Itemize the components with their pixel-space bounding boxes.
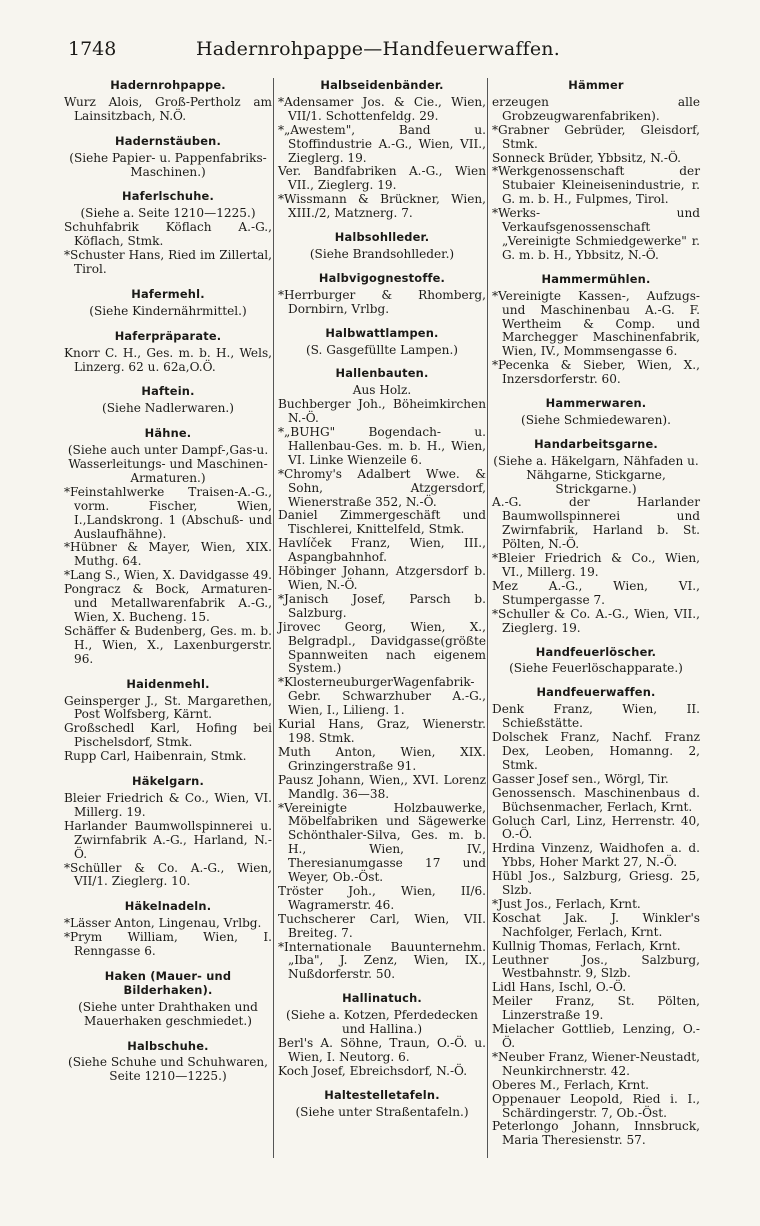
section-heading: Haferlschuhe. [122,189,214,204]
directory-section [492,397,700,428]
section-heading: Hammermühlen. [541,271,651,286]
section-heading: Häkelgarn. [131,774,204,789]
directory-entry: erzeugen alle Grobzeugwarenfabriken). [492,94,700,123]
directory-entry: *Wissmann & Brückner, Wien, XIII./2, Matznerg. 7. [278,192,486,221]
section-heading: Hähne. [144,426,192,441]
cross-reference-note: (Siehe Schuhe und Schuhwaren, Seite 1210—1225.) [68,1055,268,1084]
directory-entry: *Werkgenossenschaft der Stubaier Kleineisenindustrie, r. G. m. b. H., Fulpmes, Tirol. [492,164,700,207]
directory-entry: Höbinger Johann, Atzgersdorf b. Wien, N.-Ö. [278,564,486,592]
directory-section [278,327,486,358]
directory-entry: Hrdina Vinzenz, Waidhofen a. d. Ybbs, Hoher Markt 27, N.-Ö. [492,841,700,870]
directory-section [278,1089,486,1120]
page-header [68,38,708,62]
directory-section [64,288,272,319]
directory-entry: Pongracz & Bock, Armaturen- und Metallwarenfabrik A.-G., Wien, X. Bucheng. 15. [64,582,272,624]
directory-entry: Bleier Friedrich & Co., Wien, VI. Millerg. 19. [64,790,272,819]
cross-reference-note: (Siehe auch unter Dampf-,Gas-u. Wasserleitungs- und Maschinen-Armaturen.) [67,443,269,485]
section-heading: Häkelnadeln. [124,899,212,914]
column-divider [273,78,274,1158]
directory-entry: *Schuller & Co. A.-G., Wien, VII., Zieglerg. 19. [492,606,700,635]
directory-entry: Mez A.-G., Wien, VI., Stumpergasse 7. [492,578,700,607]
directory-section [64,970,272,1029]
directory-entry: *Schüller & Co. A.-G., Wien, VII/1. Zieglerg. 10. [64,860,272,889]
directory-entry: *Lang S., Wien, X. Davidgasse 49. [64,568,273,583]
directory-section [278,231,486,262]
directory-entry: Oppenauer Leopold, Ried i. I., Schärdingerstr. 7, Ob.-Öst. [492,1091,700,1120]
cross-reference-note: (Siehe a. Kotzen, Pferdedecken und Hallina.) [286,1008,478,1037]
directory-entry: *Prym William, Wien, I. Renngasse 6. [64,930,272,959]
directory-entry: Lidl Hans, Ischl, O.-Ö. [492,980,627,995]
section-heading: Haferpräparate. [114,328,222,343]
directory-section [278,79,486,221]
cross-reference-note: (Siehe unter Straßentafeln.) [295,1104,469,1119]
section-heading: Haken (Mauer- und Bilderhaken). [104,968,232,997]
directory-entry: Koch Josef, Ebreichsdorf, N.-Ö. [278,1063,468,1078]
section-heading: Halbschuhe. [127,1038,209,1053]
directory-entry: Sonneck Brüder, Ybbsitz, N.-Ö. [492,150,681,165]
cross-reference-note: (Siehe a. Häkelgarn, Nähfaden u. Nähgarne, Stickgarne, Strickgarne.) [493,453,699,496]
directory-entry: *Schuster Hans, Ried im Zillertal, Tirol. [64,248,272,276]
section-heading: Halbwattlampen. [325,325,439,340]
directory-entry: Schuhfabrik Köflach A.-G., Köflach, Stmk. [64,220,272,249]
directory-section [64,427,272,666]
cross-reference-note: (Siehe Papier- u. Pappenfabriks-Maschinen.) [69,150,267,179]
running-title: Hadernrohpappe—Handfeuerwaffen. [196,38,560,60]
directory-entry: Oberes M., Ferlach, Krnt. [492,1077,650,1092]
directory-entry: *Vereinigte Kassen-, Aufzugs- und Maschinenbau A.-G. F. Wertheim & Comp. und Marchegger Maschinenfabrik, Wien, IV., Mommsengasse 6. [492,288,700,359]
directory-section [64,900,272,959]
directory-entry: Dolschek Franz, Nachf. Franz Dex, Leoben, Homanng. 2, Stmk. [492,730,700,772]
directory-entry: *Chromy's Adalbert Wwe. & Sohn, Atzgersdorf, Wienerstraße 352, N.-Ö. [278,466,486,509]
directory-entry: *Grabner Gebrüder, Gleisdorf, Stmk. [492,122,700,151]
directory-section [64,678,272,764]
section-heading: Halbseidenbänder. [320,78,444,92]
cross-reference-note: (Siehe Feuerlöschapparate.) [509,661,683,676]
cross-reference-note: (Siehe Nadlerwaren.) [101,401,234,416]
section-heading: Haidenmehl. [126,676,210,691]
directory-entry: *Janisch Josef, Parsch b. Salzburg. [278,591,486,620]
directory-entry: Harlander Baumwollspinnerei u. Zwirnfabrik A.-G., Harland, N.-Ö. [64,818,272,861]
section-heading: Handfeuerwaffen. [536,685,656,700]
section-heading: Hadernrohpappe. [110,78,226,92]
directory-entry: Berl's A. Söhne, Traun, O.-Ö. u. Wien, I. Neutorg. 6. [278,1036,486,1064]
directory-entry: Kurial Hans, Graz, Wienerstr. 198. Stmk. [278,717,486,745]
directory-entry: Koschat Jak. J. Winkler's Nachfolger, Ferlach, Krnt. [492,910,700,939]
section-subheading: Aus Holz. [352,383,412,398]
column-1 [64,79,272,1095]
directory-entry: Hübl Jos., Salzburg, Griesg. 25, Slzb. [492,869,700,898]
directory-entry: Daniel Zimmergeschäft und Tischlerei, Knittelfeld, Stmk. [278,508,486,537]
directory-section [64,1040,272,1085]
directory-entry: Schäffer & Budenberg, Ges. m. b. H., Wien, X., Laxenburgerstr. 96. [64,623,272,666]
directory-entry: Goluch Carl, Linz, Herrenstr. 40, O.-Ö. [492,813,700,842]
directory-entry: Genossensch. Maschinenbaus d. Büchsenmacher, Ferlach, Krnt. [492,785,700,814]
column-3 [492,79,700,1158]
directory-entry: *Lässer Anton, Lingenau, Vrlbg. [64,916,262,931]
directory-section [278,367,486,982]
directory-section [492,646,700,677]
directory-entry: Mielacher Gottlieb, Lenzing, O.-Ö. [492,1022,700,1050]
section-heading: Handfeuerlöscher. [535,644,657,659]
directory-entry: Großschedl Karl, Hofing bei Pischelsdorf, Stmk. [64,721,272,750]
directory-entry: Gasser Josef sen., Wörgl, Tir. [492,771,669,786]
directory-entry: Ver. Bandfabriken A.-G., Wien VII., Zieglerg. 19. [278,164,486,193]
directory-section [492,686,700,1148]
section-heading: Haftein. [141,384,195,399]
directory-section [64,135,272,180]
page-number: 1748 [68,38,117,60]
directory-entry: Kullnig Thomas, Ferlach, Krnt. [492,938,681,953]
cross-reference-note: (Siehe a. Seite 1210—1225.) [80,206,256,221]
directory-entry: Muth Anton, Wien, XIX. Grinzingerstraße 91. [278,744,486,773]
directory-entry: *Neuber Franz, Wiener-Neustadt, Neunkirchnerstr. 42. [492,1049,700,1078]
directory-entry: *KlosterneuburgerWagenfabrik-Gebr. Schwarzhuber A.-G., Wien, I., Lilieng. 1. [278,675,486,718]
section-heading: Handarbeitsgarne. [534,436,658,451]
directory-entry: *Herrburger & Rhomberg, Dornbirn, Vrlbg. [278,287,486,316]
directory-entry: *Feinstahlwerke Traisen-A.-G., vorm. Fischer, Wien, I.,Landskrong. 1 (Abschuß- und Auslaufhähne). [64,484,272,541]
section-heading: Halbsohlleder. [334,230,430,245]
cross-reference-note: (Siehe unter Drahthaken und Mauerhaken geschmiedet.) [78,999,258,1028]
directory-section [64,775,272,889]
directory-entry: *Just Jos., Ferlach, Krnt. [492,896,641,911]
cross-reference-note: (Siehe Brandsohlleder.) [309,246,455,261]
directory-entry: *„Awestem", Band u. Stoffindustrie A.-G., Wien, VII., Zieglerg. 19. [278,122,486,165]
directory-entry: *„BUHG" Bogendach- u. Hallenbau-Ges. m. b. H., Wien, VI. Linke Wienzeile 6. [278,425,486,467]
directory-section [64,330,272,375]
directory-section [492,79,700,263]
column-divider [487,78,488,1158]
directory-entry: Wurz Alois, Groß-Pertholz am Lainsitzbach, N.Ö. [64,94,272,123]
directory-entry: A.-G. der Harlander Baumwollspinnerei und Zwirnfabrik, Harland b. St. Pölten, N.-Ö. [492,495,700,552]
directory-entry: Jirovec Georg, Wien, X., Belgradpl., Davidgasse(größte Spannweiten nach eigenem System.) [278,619,486,676]
directory-section [64,385,272,416]
section-heading: Haltestelletafeln. [324,1087,440,1102]
directory-entry: *Vereinigte Holzbauwerke, Möbelfabriken und Sägewerke Schönthaler-Silva, Ges. m. b. H., Wien, IV., Theresianumgasse 17 und Weyer, Ob.-Öst. [278,800,486,885]
section-heading: Halbvigognestoffe. [318,270,446,285]
directory-entry: *Internationale Bauunternehm. „Iba", J. Zenz, Wien, IX., Nußdorferstr. 50. [278,939,486,982]
directory-entry: Tröster Joh., Wien, II/6. Wagramerstr. 46. [278,883,486,912]
section-heading: Hadernstäuben. [115,133,221,148]
directory-entry: Buchberger Joh., Böheimkirchen N.-Ö. [278,397,486,426]
directory-entry: *Adensamer Jos. & Cie., Wien, VII/1. Schottenfeldg. 29. [278,94,486,123]
directory-entry: Geinsperger J., St. Margarethen, Post Wolfsberg, Kärnt. [64,693,272,722]
directory-entry: *Bleier Friedrich & Co., Wien, VI., Millerg. 19. [492,551,700,579]
section-heading: Hallinatuch. [342,991,422,1006]
directory-entry: Denk Franz, Wien, II. Schießstätte. [492,702,700,731]
directory-entry: *Hübner & Mayer, Wien, XIX. Muthg. 64. [64,540,272,569]
section-heading: Hallenbauten. [335,366,429,381]
directory-entry: Knorr C. H., Ges. m. b. H., Wels, Linzerg. 62 u. 62a,O.Ö. [64,345,272,374]
directory-section [64,190,272,276]
section-heading: Hafermehl. [131,286,205,301]
directory-section [278,992,486,1078]
directory-section [492,273,700,387]
directory-entry: Leuthner Jos., Salzburg, Westbahnstr. 9, Slzb. [492,952,700,981]
directory-section [278,272,486,317]
section-heading: Hämmer [568,78,624,92]
directory-entry: *Pecenka & Sieber, Wien, X., Inzersdorferstr. 60. [492,358,700,387]
directory-entry: Rupp Carl, Haibenrain, Stmk. [64,749,247,764]
directory-section [64,79,272,124]
column-2 [278,79,486,1130]
cross-reference-note: (Siehe Schmiedewaren). [521,412,671,427]
directory-entry: Tuchscherer Carl, Wien, VII. Breiteg. 7. [278,911,486,940]
directory-entry: Havlíček Franz, Wien, III., Aspangbahnhof. [278,536,486,565]
directory-entry: Peterlongo Johann, Innsbruck, Maria Theresienstr. 57. [492,1119,700,1148]
cross-reference-note: (S. Gasgefüllte Lampen.) [305,342,459,357]
cross-reference-note: (Siehe Kindernährmittel.) [89,303,247,318]
directory-entry: Meiler Franz, St. Pölten, Linzerstraße 19. [492,994,700,1023]
directory-entry: *Werks- und Verkaufsgenossenschaft „Vereinigte Schmiedgewerke" r. G. m. b. H., Ybbsitz, N.-Ö. [492,206,700,262]
directory-entry: Pausz Johann, Wien,, XVI. Lorenz Mandlg. 36—38. [278,772,486,801]
directory-section [492,438,700,636]
section-heading: Hammerwaren. [545,396,647,411]
